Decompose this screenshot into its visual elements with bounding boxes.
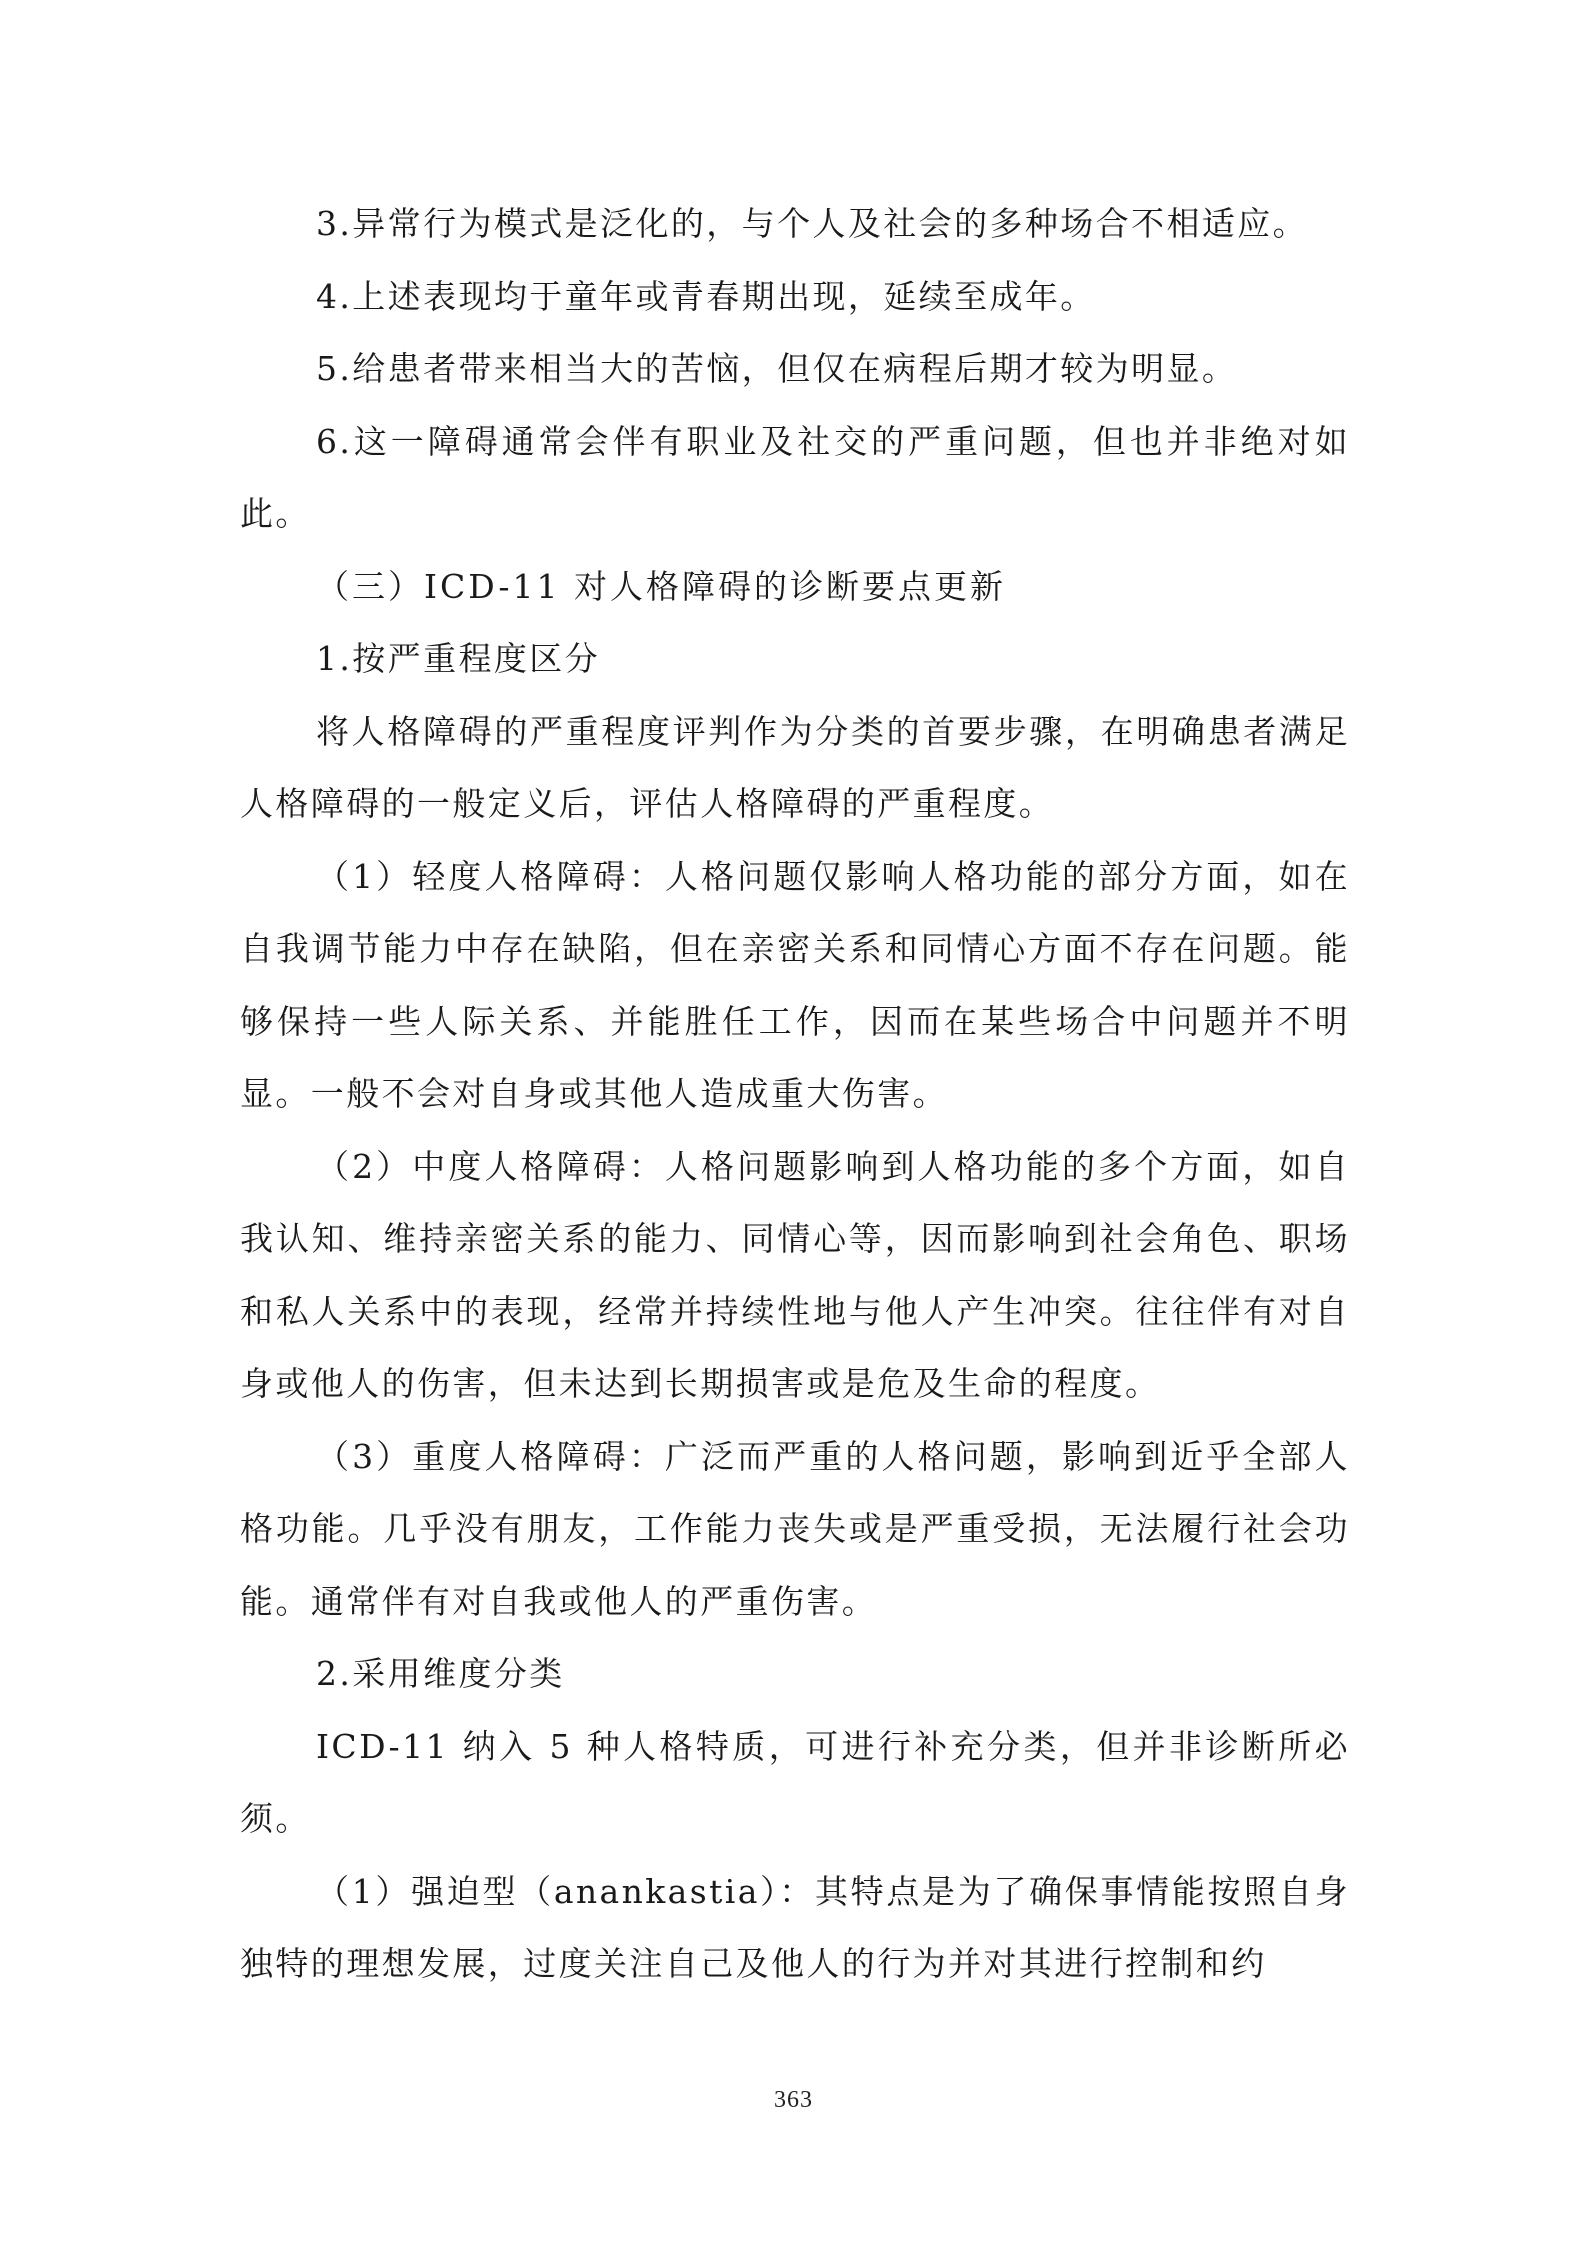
- paragraph-dimension-intro: ICD-11 纳入 5 种人格特质，可进行补充分类，但并非诊断所必须。: [240, 1726, 1350, 1838]
- body-text: [240, 188, 1350, 2001]
- paragraph-mild: （1）轻度人格障碍：人格问题仅影响人格功能的部分方面，如在自我调节能力中存在缺陷，但在亲密关系和同情心方面不存在问题。能够保持一些人际关系、并能胜任工作，因而在某些场合中问题并不明显。一般不会对自身或其他人造成重大伤害。: [240, 856, 1350, 1113]
- paragraph-item-5: 5.给患者带来相当大的苦恼，但仅在病程后期才较为明显。: [316, 349, 1238, 388]
- paragraph-severity-intro: 将人格障碍的严重程度评判作为分类的首要步骤，在明确患者满足人格障碍的一般定义后，评估人格障碍的严重程度。: [240, 711, 1350, 823]
- paragraph-item-4: 4.上述表现均于童年或青春期出现，延续至成年。: [316, 276, 1096, 316]
- paragraph-moderate: （2）中度人格障碍：人格问题影响到人格功能的多个方面，如自我认知、维持亲密关系的能力、同情心等，因而影响到社会角色、职场和私人关系中的表现，经常并持续性地与他人产生冲突。往往伴有对自身或他人的伤害，但未达到长期损害或是危及生命的程度。: [240, 1146, 1350, 1403]
- paragraph-item-6: 6.这一障碍通常会伴有职业及社交的严重问题，但也并非绝对如此。: [240, 421, 1350, 533]
- subsection-heading-dimension: 2.采用维度分类: [316, 1654, 565, 1693]
- paragraph-item-3: 3.异常行为模式是泛化的，与个人及社会的多种场合不相适应。: [316, 204, 1309, 243]
- paragraph-severe: （3）重度人格障碍：广泛而严重的人格问题，影响到近乎全部人格功能。几乎没有朋友，工作能力丧失或是严重受损，无法履行社会功能。通常伴有对自我或他人的严重伤害。: [240, 1436, 1350, 1621]
- subsection-heading-severity: 1.按严重程度区分: [316, 639, 601, 678]
- page-number: 363: [774, 2087, 813, 2113]
- paragraph-anankastia: （1）强迫型（anankastia）：其特点是为了确保事情能按照自身独特的理想发展，过度关注自己及他人的行为并对其进行控制和约: [240, 1871, 1350, 1983]
- section-heading: （三）ICD-11 对人格障碍的诊断要点更新: [316, 566, 1006, 606]
